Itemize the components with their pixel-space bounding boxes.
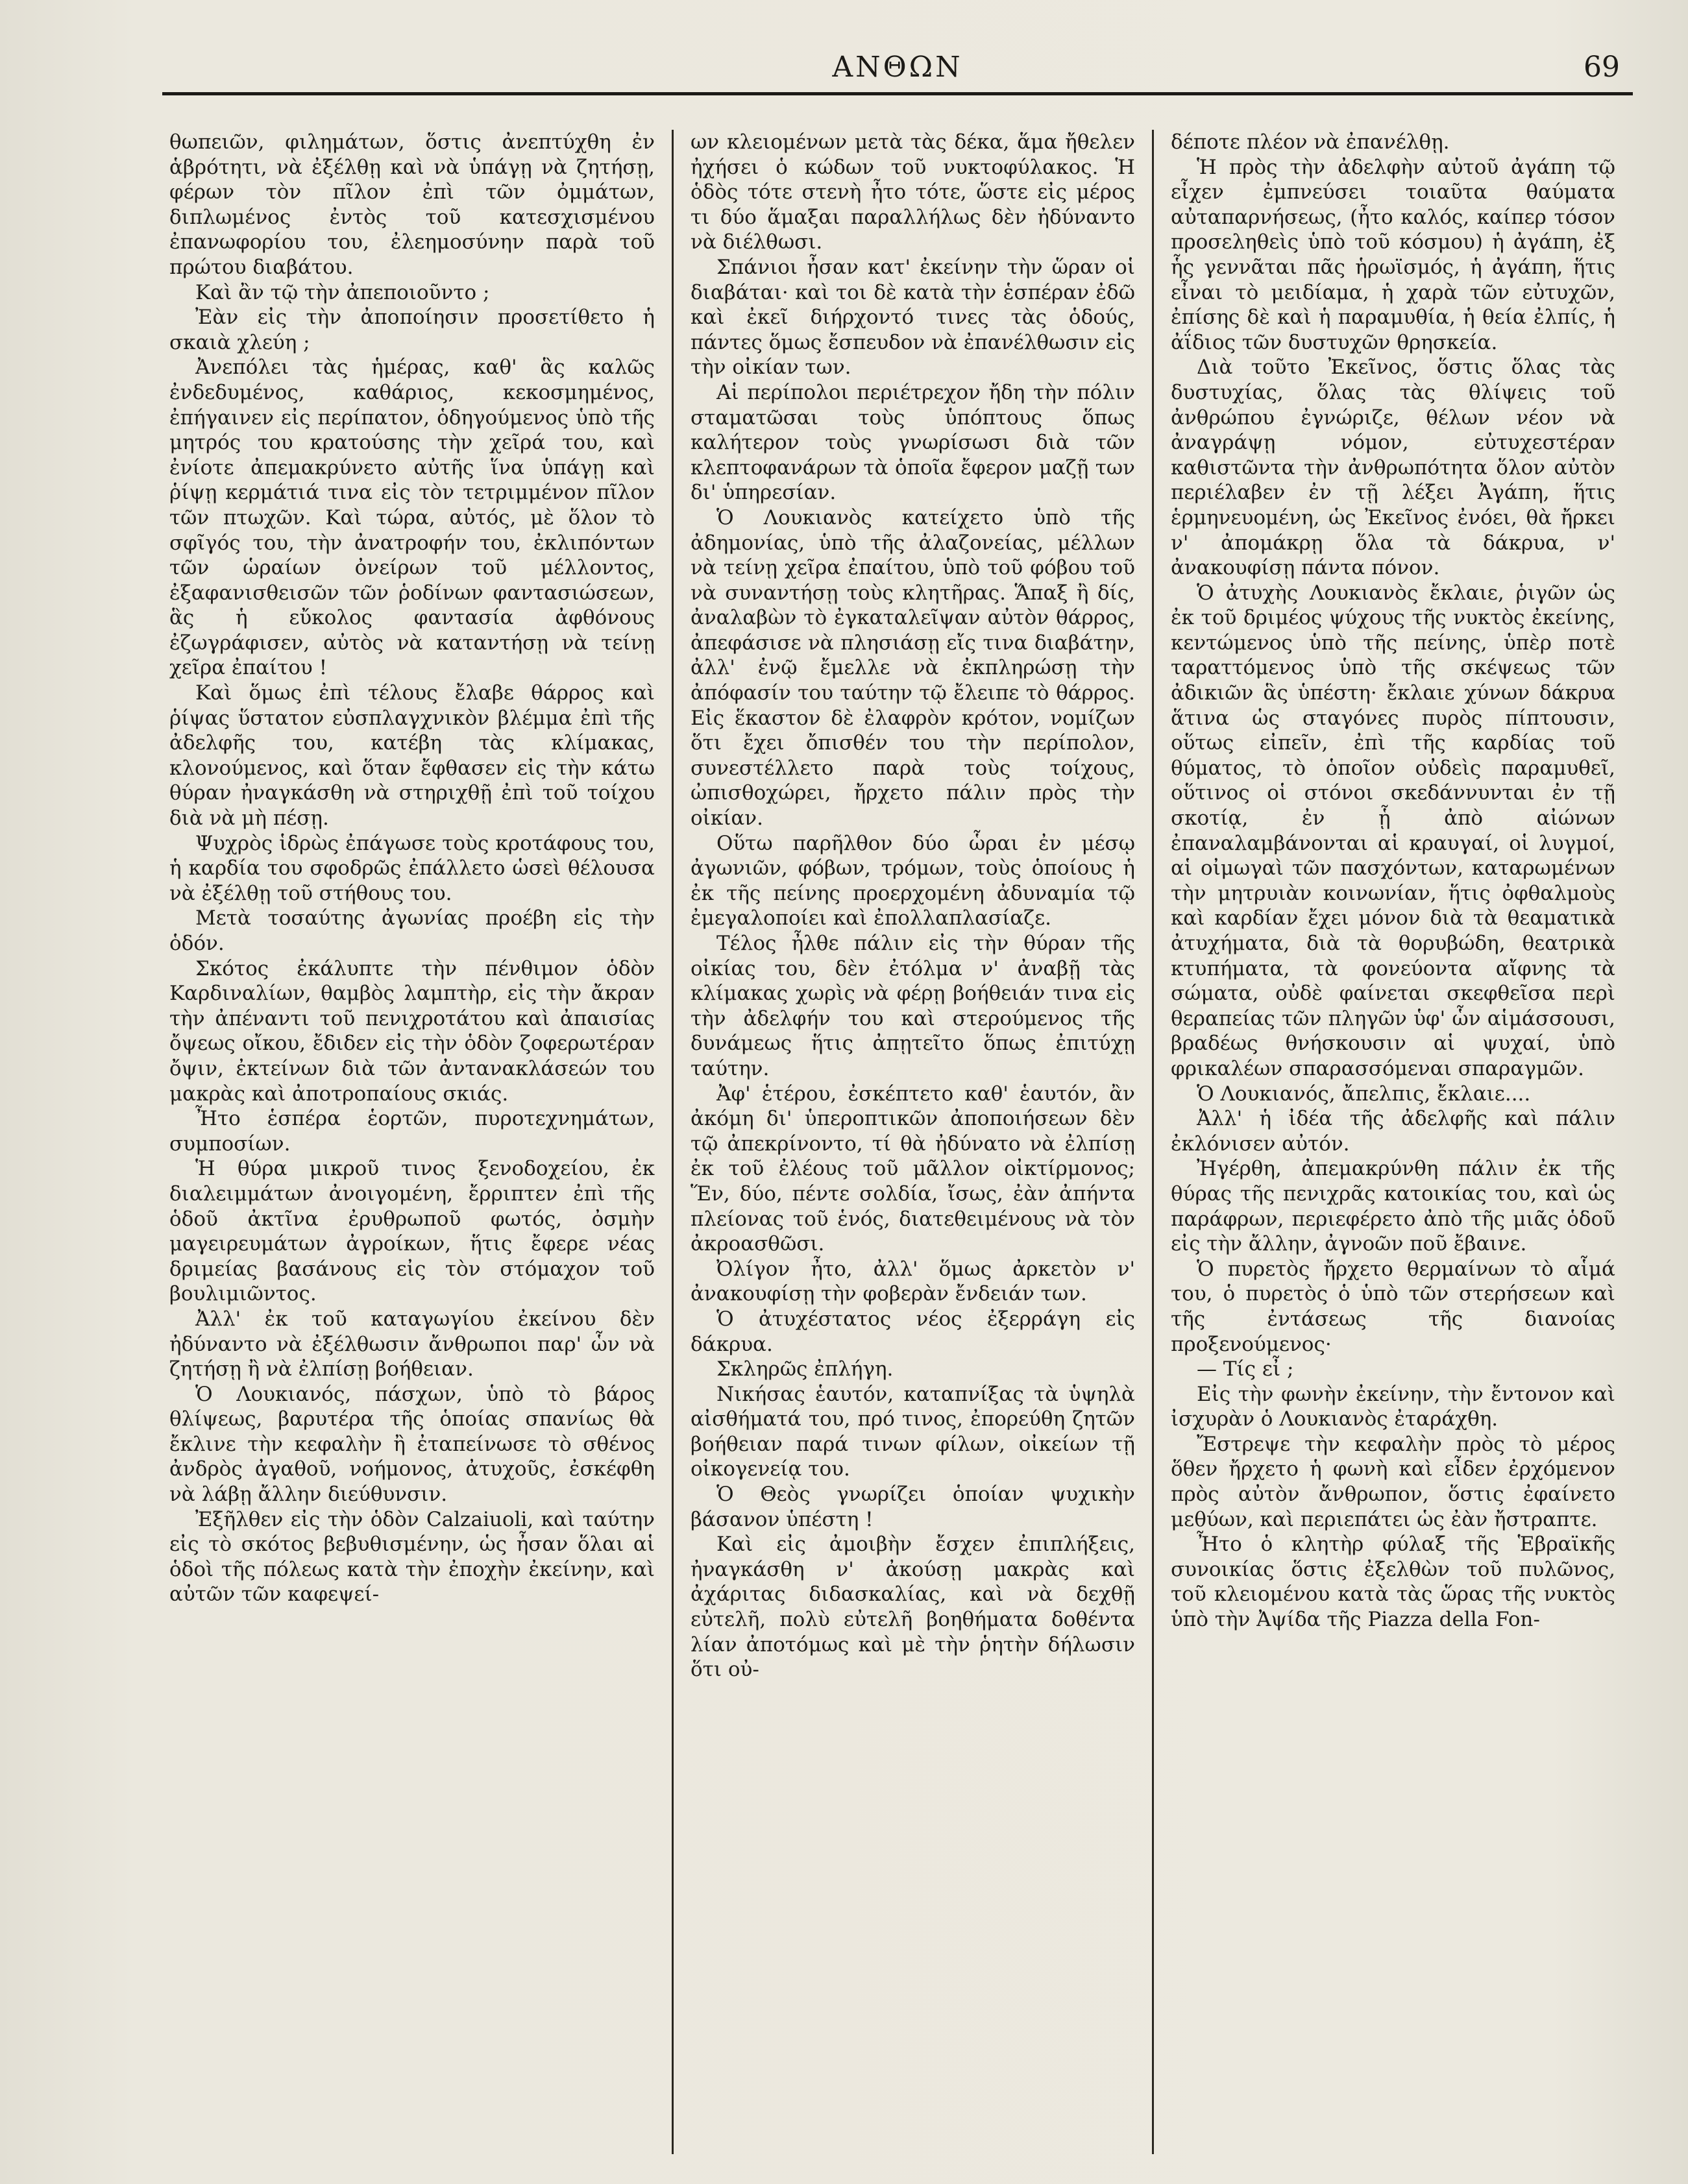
paragraph: Ἡ πρὸς τὴν ἀδελφὴν αὐτοῦ ἀγάπη τῷ εἶχεν ἐμπνεύσει τοιαῦτα θαύματα αὐταπαρνήσεως, (ἦτο καλός, καίπερ τόσον προσεληθεὶς ὑπὸ τοῦ κόσμου) ἡ ἀγάπη, ἐξ ἧς γεννᾶται πᾶς ἡρωϊσμός, ἡ ἀγάπη, ἥτις εἶναι τὸ μειδίαμα, ἡ χαρὰ τῶν εὐτυχῶν, ἐπίσης δὲ καὶ ἡ παραμυθία, ἡ θεία ἐλπίς, ἡ ἀΐδιος τῶν δυστυχῶν θρησκεία. xyxy=(1171,155,1615,354)
paragraph: Ψυχρὸς ἱδρὼς ἐπάγωσε τοὺς κροτάφους του, ἡ καρδία του σφοδρῶς ἐπάλλετο ὡσεὶ θέλουσα νὰ ἐξέλθῃ τοῦ στήθους του. xyxy=(169,831,655,905)
paragraph: — Τίς εἶ ; xyxy=(1197,1357,1294,1381)
column-1 xyxy=(153,130,672,2154)
paragraph: Ὁ Λουκιανός, ἄπελπις, ἔκλαιε.... xyxy=(1197,1082,1531,1106)
paragraph: Ὁ ἀτυχὴς Λουκιανὸς ἔκλαιε, ῥιγῶν ὡς ἐκ τοῦ δριμέος ψύχους τῆς νυκτὸς ἐκείνης, κεντώμενος ὑπὸ τῆς πείνης, ὑπὲρ ποτὲ ταραττόμενος ὑπὸ τῆς σκέψεως τῶν ἀδικιῶν ἃς ὑπέστη· ἔκλαιε χύνων δάκρυα ἅτινα ὡς σταγόνες πυρὸς πίπτουσιν, οὕτως εἰπεῖν, ἐπὶ τῆς καρδίας τοῦ θύματος, τὸ ὁποῖον οὐδεὶς παραμυθεῖ, οὕτινος οἱ στόνοι σκεδάννυνται ἐν τῇ σκοτίᾳ, ἐν ᾗ ἀπὸ αἰώνων ἐπαναλαμβάνονται αἱ κραυγαί, οἱ λυγμοί, αἱ οἰμωγαὶ τῶν πασχόντων, καταρωμένων τὴν μητρυιὰν κοινωνίαν, ἥτις ὀφθαλμοὺς καὶ καρδίαν ἔχει μόνον διὰ τὰ θεαματικὰ ἀτυχήματα, διὰ τὰ θορυβώδη, θεατρικὰ κτυπήματα, τὰ φονεύοντα αἴφνης τὰ σώματα, οὐδὲ φαίνεται σκεφθεῖσα περὶ θεραπείας τῶν πληγῶν ὑφ' ὧν αἱμάσσουσι, βραδέως θνήσκουσιν αἱ ψυχαί, ὑπὸ φρικαλέων σπαρασσόμεναι σπαραγμῶν. xyxy=(1171,581,1615,1080)
paragraph: Διὰ τοῦτο Ἐκεῖνος, ὅστις ὅλας τὰς δυστυχίας, ὅλας τὰς θλίψεις τοῦ ἀνθρώπου ἐγνώριζε, θέλων νέον νὰ ἀναγράψῃ νόμον, εὐτυχεστέραν καθιστῶντα τὴν ἀνθρωπότητα ὅλον αὐτὸν περιέλαβεν ἐν τῇ λέξει Ἀγάπη, ἥτις ἑρμηνευομένη, ὡς Ἐκεῖνος ἐνόει, θὰ ἤρκει ν' ἀπομάκρῃ ὅλα τὰ δάκρυα, ν' ἀνακουφίσῃ πάντα πόνον. xyxy=(1171,356,1615,580)
paragraph: Ἦτο ὁ κλητὴρ φύλαξ τῆς Ἑβραϊκῆς συνοικίας ὅστις ἐξελθὼν τοῦ πυλῶνος, τοῦ κλειομένου κατὰ τὰς ὥρας τῆς νυκτὸς ὑπὸ τὴν Ἀψίδα τῆς Piazza della Fon- xyxy=(1171,1533,1615,1632)
paragraph: Αἱ περίπολοι περιέτρεχον ἤδη τὴν πόλιν σταματῶσαι τοὺς ὑπόπτους ὅπως καλήτερον τοὺς γνωρίσωσι διὰ τῶν κλεπτοφανάρων τὰ ὁποῖα ἔφερον μαζῇ των δι' ὑπηρεσίαν. xyxy=(691,380,1135,505)
paragraph: Νικήσας ἑαυτόν, καταπνίξας τὰ ὑψηλὰ αἰσθήματά του, πρό τινος, ἐπορεύθη ζητῶν βοήθειαν παρά τινων φίλων, οἰκείων τῇ οἰκογενείᾳ του. xyxy=(691,1382,1135,1481)
paragraph: Ἐὰν εἰς τὴν ἀποποίησιν προσετίθετο ἡ σκαιὰ χλεύη ; xyxy=(169,306,655,354)
paragraph: Ἀφ' ἑτέρου, ἐσκέπτετο καθ' ἑαυτόν, ἂν ἀκόμη δι' ὑπεροπτικῶν ἀποποιήσεων δὲν τῷ ἀπεκρίνοντο, τί θὰ ἠδύνατο νὰ ἐλπίσῃ ἐκ τοῦ ἐλέους τοῦ μᾶλλον οἰκτίρμονος; Ἕν, δύο, πέντε σολδία, ἴσως, ἐὰν ἀπήντα πλείονας τοῦ ἑνός, διατεθειμένους νὰ τὸν ἀκροασθῶσι. xyxy=(691,1082,1135,1256)
paragraph: Ὁ ἀτυχέστατος νέος ἐξερράγη εἰς δάκρυα. xyxy=(691,1307,1135,1356)
paragraph: Σκληρῶς ἐπλήγη. xyxy=(716,1357,894,1381)
paragraph: Ἡ θύρα μικροῦ τινος ξενοδοχείου, ἐκ διαλειμμάτων ἀνοιγομένη, ἔρριπτεν ἐπὶ τῆς ὁδοῦ ἀκτῖνα ἐρυθρωποῦ φωτός, ὀσμὴν μαγειρευμάτων ἀγροίκων, ἥτις ἔφερε νέας δριμείας βασάνους εἰς τὸν στόμαχον τοῦ βουλιμιῶντος. xyxy=(169,1157,655,1306)
column-2 xyxy=(672,130,1152,2154)
paragraph: Ἔστρεψε τὴν κεφαλὴν πρὸς τὸ μέρος ὅθεν ἤρχετο ἡ φωνὴ καὶ εἶδεν ἐρχόμενον πρὸς αὐτὸν ἄνθρωπον, ὅστις ἐφαίνετο μεθύων, καὶ περιεπάτει ὡς ἐὰν ἤστραπτε. xyxy=(1171,1432,1615,1531)
paragraph: Ἠγέρθη, ἀπεμακρύνθη πάλιν ἐκ τῆς θύρας τῆς πενιχρᾶς κατοικίας του, καὶ ὡς παράφρων, περιεφέρετο ἀπὸ τῆς μιᾶς ὁδοῦ εἰς τὴν ἄλλην, ἀγνοῶν ποῦ ἔβαινε. xyxy=(1171,1157,1615,1256)
paragraph: Ἀλλ' ἡ ἰδέα τῆς ἀδελφῆς καὶ πάλιν ἐκλόνισεν αὐτόν. xyxy=(1171,1107,1615,1156)
header-rule xyxy=(162,92,1633,95)
paragraph: Τέλος ἦλθε πάλιν εἰς τὴν θύραν τῆς οἰκίας του, δὲν ἐτόλμα ν' ἀναβῇ τὰς κλίμακας χωρὶς νὰ φέρῃ βοήθειάν τινα εἰς τὴν ἀδελφήν του καὶ στερούμενος τῆς δυνάμεως ἥτις ἀπῃτεῖτο ὅπως ἐπιτύχῃ ταύτην. xyxy=(691,932,1135,1080)
paragraph: Οὕτω παρῆλθον δύο ὧραι ἐν μέσῳ ἀγωνιῶν, φόβων, τρόμων, τοὺς ὁποίους ἡ ἐκ τῆς πείνης προερχομένη ἀδυναμία τῷ ἐμεγαλοποίει καὶ ἐπολλαπλασίαζε. xyxy=(691,831,1135,930)
paragraph: Σπάνιοι ἦσαν κατ' ἐκείνην τὴν ὥραν οἱ διαβάται· καὶ τοι δὲ κατὰ τὴν ἑσπέραν ἐδῶ καὶ ἐκεῖ διήρχοντό τινες τὰς ὁδούς, πάντες ὅμως ἔσπευδον νὰ ἐπανέλθωσιν εἰς τὴν οἰκίαν των. xyxy=(691,255,1135,380)
paragraph: θωπειῶν, φιλημάτων, ὅστις ἀνεπτύχθη ἐν ἁβρότητι, νὰ ἐξέλθῃ καὶ νὰ ὑπάγῃ νὰ ζητήσῃ, φέρων τὸν πῖλον ἐπὶ τῶν ὀμμάτων, διπλωμένος ἐντὸς τοῦ κατεσχισμένου ἐπανωφορίου του, ἐλεημοσύνην παρὰ τοῦ πρώτου διαβάτου. xyxy=(169,130,655,279)
page-header xyxy=(162,39,1633,97)
paragraph: Ἀλλ' ἐκ τοῦ καταγωγίου ἐκείνου δὲν ἠδύναντο νὰ ἐξέλθωσιν ἄνθρωποι παρ' ὧν νὰ ζητήσῃ ἢ νὰ ἐλπίσῃ βοήθειαν. xyxy=(169,1307,655,1381)
paragraph: Ὀλίγον ἦτο, ἀλλ' ὅμως ἀρκετὸν ν' ἀνακουφίσῃ τὴν φοβερὰν ἔνδειάν των. xyxy=(691,1257,1135,1306)
paragraph: Ὁ πυρετὸς ἤρχετο θερμαίνων τὸ αἷμά του, ὁ πυρετὸς ὁ ὑπὸ τῶν στερήσεων καὶ τῆς ἐντάσεως τῆς διανοίας προξενούμενος· xyxy=(1171,1257,1615,1356)
paragraph: Ἦτο ἑσπέρα ἑορτῶν, πυροτεχνημάτων, συμποσίων. xyxy=(169,1107,655,1156)
paragraph: Καὶ ἂν τῷ τὴν ἀπεποιοῦντο ; xyxy=(195,280,490,304)
paragraph: Ὁ Θεὸς γνωρίζει ὁποίαν ψυχικὴν βάσανον ὑπέστη ! xyxy=(691,1483,1135,1531)
column-3 xyxy=(1152,130,1632,2154)
paragraph: ων κλειομένων μετὰ τὰς δέκα, ἅμα ἤθελεν ἠχήσει ὁ κώδων τοῦ νυκτοφύλακος. Ἡ ὁδὸς τότε στενὴ ἦτο τότε, ὥστε εἰς μέρος τι δύο ἅμαξαι παραλλήλως δὲν ἠδύναντο νὰ διέλθωσι. xyxy=(691,130,1135,254)
paragraph: Σκότος ἐκάλυπτε τὴν πένθιμον ὁδὸν Καρδιναλίων, θαμβὸς λαμπτὴρ, εἰς τὴν ἄκραν τὴν ἀπέναντι τοῦ πενιχροτάτου καὶ ἀπαισίας ὄψεως οἴκου, ἔδιδεν εἰς τὴν ὁδὸν ζοφερωτέραν ὄψιν, ἐκτείνων διὰ τῶν ἀντανακλάσεών του μακρὰς καὶ ἀποτροπαίους σκιάς. xyxy=(169,956,655,1106)
paragraph: δέποτε πλέον νὰ ἐπανέλθῃ. xyxy=(1171,130,1450,154)
paragraph: Εἰς τὴν φωνὴν ἐκείνην, τὴν ἔντονον καὶ ἰσχυρὰν ὁ Λουκιανὸς ἐταράχθη. xyxy=(1171,1382,1615,1431)
paragraph: Ἀνεπόλει τὰς ἡμέρας, καθ' ἃς καλῶς ἐνδεδυμένος, καθάριος, κεκοσμημένος, ἐπήγαινεν εἰς περίπατον, ὁδηγούμενος ὑπὸ τῆς μητρός του κρατούσης τὴν χεῖρά του, καὶ ἐνίοτε ἀπεμακρύνετο αὐτῆς ἵνα ὑπάγῃ καὶ ῥίψῃ κερμάτιά τινα εἰς τὸν τετριμμένον πῖλον τῶν πτωχῶν. Καὶ τώρα, αὐτός, μὲ ὅλον τὸ σφῖγός του, τὴν ἀνατροφήν του, ἐκλιπόντων τῶν ὡραίων ὀνείρων τοῦ μέλλοντος, ἐξαφανισθεισῶν τῶν ῥοδίνων φαντασιώσεων, ἃς ἡ εὔκολος φαντασία ἀφθόνους ἐζωγράφισεν, αὐτὸς νὰ καταντήσῃ νὰ τείνῃ χεῖρα ἐπαίτου ! xyxy=(169,356,655,680)
running-title: ΑΝΘΩΝ xyxy=(832,51,963,84)
paragraph: Ἐξῆλθεν εἰς τὴν ὁδὸν Calzaiuoli, καὶ ταύτην εἰς τὸ σκότος βεβυθισμένην, ὡς ἦσαν ὅλαι αἱ ὁδοὶ τῆς πόλεως κατὰ τὴν ἐποχὴν ἐκείνην, καὶ αὐτῶν τῶν καφεψεί- xyxy=(169,1507,655,1607)
paragraph: Καὶ ὅμως ἐπὶ τέλους ἔλαβε θάρρος καὶ ῥίψας ὕστατον εὐσπλαγχνικὸν βλέμμα ἐπὶ τῆς ἀδελφῆς του, κατέβη τὰς κλίμακας, κλονούμενος, καὶ ὅταν ἔφθασεν εἰς τὴν κάτω θύραν ἠναγκάσθη νὰ στηριχθῇ ἐπὶ τοῦ τοίχου διὰ νὰ μὴ πέσῃ. xyxy=(169,681,655,831)
page-number: 69 xyxy=(1584,51,1620,84)
paragraph: Ὁ Λουκιανός, πάσχων, ὑπὸ τὸ βάρος θλίψεως, βαρυτέρα τῆς ὁποίας σπανίως θὰ ἔκλινε τὴν κεφαλὴν ἢ ἐταπείνωσε τὸ σθένος ἀνδρὸς ἀγαθοῦ, νοήμονος, ἀτυχοῦς, ἐσκέφθη νὰ λάβῃ ἄλλην διεύθυνσιν. xyxy=(169,1382,655,1507)
paragraph: Καὶ εἰς ἀμοιβὴν ἔσχεν ἐπιπλήξεις, ἠναγκάσθη ν' ἀκούσῃ μακρὰς καὶ ἀχάριτας διδασκαλίας, καὶ νὰ δεχθῇ εὐτελῆ, πολὺ εὐτελῆ βοηθήματα δοθέντα λίαν ἀποτόμως καὶ μὲ τὴν ῥητὴν δήλωσιν ὅτι οὐ- xyxy=(691,1533,1135,1682)
paragraph: Ὁ Λουκιανὸς κατείχετο ὑπὸ τῆς ἀδημονίας, ὑπὸ τῆς ἀλαζονείας, μέλλων νὰ τείνῃ χεῖρα ἐπαίτου, ὑπὸ τοῦ φόβου τοῦ νὰ συναντήσῃ τοὺς κλητῆρας. Ἅπαξ ἢ δίς, ἀναλαβὼν τὸ ἐγκαταλεῖψαν αὐτὸν θάρρος, ἀπεφάσισε νὰ πλησιάσῃ εἴς τινα διαβάτην, ἀλλ' ἐνῷ ἔμελλε νὰ ἐκπληρώσῃ τὴν ἀπόφασίν του ταύτην τῷ ἔλειπε τὸ θάρρος. Εἰς ἕκαστον δὲ ἐλαφρὸν κρότον, νομίζων ὅτι ἔχει ὄπισθέν του τὴν περίπολον, συνεστέλλετο παρὰ τοὺς τοίχους, ὠπισθοχώρει, ἤρχετο πάλιν πρὸς τὴν οἰκίαν. xyxy=(691,505,1135,831)
text-columns xyxy=(153,130,1632,2154)
paragraph: Μετὰ τοσαύτης ἀγωνίας προέβη εἰς τὴν ὁδόν. xyxy=(169,906,655,955)
